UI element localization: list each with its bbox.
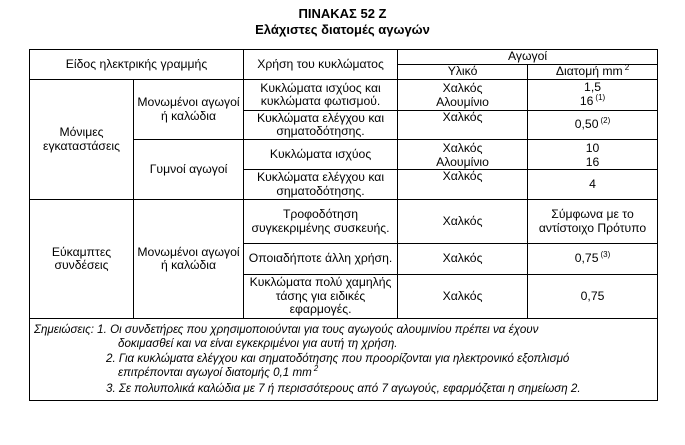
header-conductors: Αγωγοί (398, 50, 658, 65)
header-cross-section: Διατομή mm $^2$ (528, 64, 658, 80)
row1-material: Χαλκός Αλουμίνιο (398, 80, 528, 111)
row5-section: Σύμφωνα με το αντίστοιχο Πρότυπο (528, 200, 658, 244)
row4-section: 4 (528, 170, 658, 200)
row5-material: Χαλκός (398, 200, 528, 244)
row7-use: Κυκλώματα πολύ χαμηλής τάσης για ειδικές εφαρμογές. (244, 275, 398, 319)
row5-use: Τροφοδότηση συγκεκριμένης συσκευής. (244, 200, 398, 244)
row6-section: 0,75 $^{(3)}$ (528, 244, 658, 275)
row4-material: Χαλκός (398, 170, 528, 200)
bare-conductors-label: Γυμνοί αγωγοί (134, 140, 244, 200)
row3-material: Χαλκός Αλουμίνιο (398, 140, 528, 170)
note-1-line-1: Σημειώσεις: 1. Οι συνδετήρες που χρησιμοποιούνται για τους αγωγούς αλουμινίου πρέπει να έχουν (34, 323, 539, 336)
note-1-line-2: δοκιμασθεί και να είναι εγκεκριμένοι για αυτή τη χρήση. (118, 337, 398, 351)
insulated-conductors-label-2: Μονωμένοι αγωγοί ή καλώδια (134, 200, 244, 319)
header-line-type: Είδος ηλεκτρικής γραμμής (30, 50, 244, 80)
insulated-conductors-label-1: Μονωμένοι αγωγοί ή καλώδια (134, 80, 244, 140)
row1-section: 1,5 16 $^{(1)}$ (528, 80, 658, 111)
row6-use: Οποιαδήποτε άλλη χρήση. (244, 244, 398, 275)
row3-use: Κυκλώματα ισχύος (244, 140, 398, 170)
cross-section-table (29, 49, 658, 401)
row4-use: Κυκλώματα ελέγχου και σηματοδότησης. (244, 170, 398, 200)
row2-material: Χαλκός (398, 111, 528, 140)
row1-use: Κυκλώματα ισχύος και κυκλώματα φωτισμού. (244, 80, 398, 111)
header-material: Υλικό (398, 64, 528, 80)
header-circuit-use: Χρήση του κυκλώματος (244, 50, 398, 80)
row2-use: Κυκλώματα ελέγχου και σηματοδότησης. (244, 111, 398, 140)
fixed-installations-label: Μόνιμες εγκαταστάσεις (30, 80, 134, 200)
note-2-line-2: επιτρέπονται αγωγοί διατομής 0,1 mm $^2$ (118, 364, 319, 380)
row7-material: Χαλκός (398, 275, 528, 319)
table-caption: Ελάχιστες διατομές αγωγών (255, 22, 430, 37)
note-3: 3. Σε πολυπολικά καλώδια με 7 ή περισσότερους από 7 αγωγούς, εφαρμόζεται η σημείωση 2. (106, 381, 581, 395)
row7-section: 0,75 (528, 275, 658, 319)
flexible-connections-label: Εύκαμπτες συνδέσεις (30, 200, 134, 319)
row2-section: 0,50 $^{(2)}$ (528, 111, 658, 140)
row3-section: 10 16 (528, 140, 658, 170)
table-notes (30, 319, 658, 401)
table-number: ΠΙΝΑΚΑΣ 52 Ζ (298, 6, 387, 21)
note-2-line-1: 2. Για κυκλώματα ελέγχου και σηματοδότησης που προορίζονται για ηλεκτρονικό εξοπλισμό (106, 351, 570, 365)
row6-material: Χαλκός (398, 244, 528, 275)
table-title (0, 6, 685, 38)
